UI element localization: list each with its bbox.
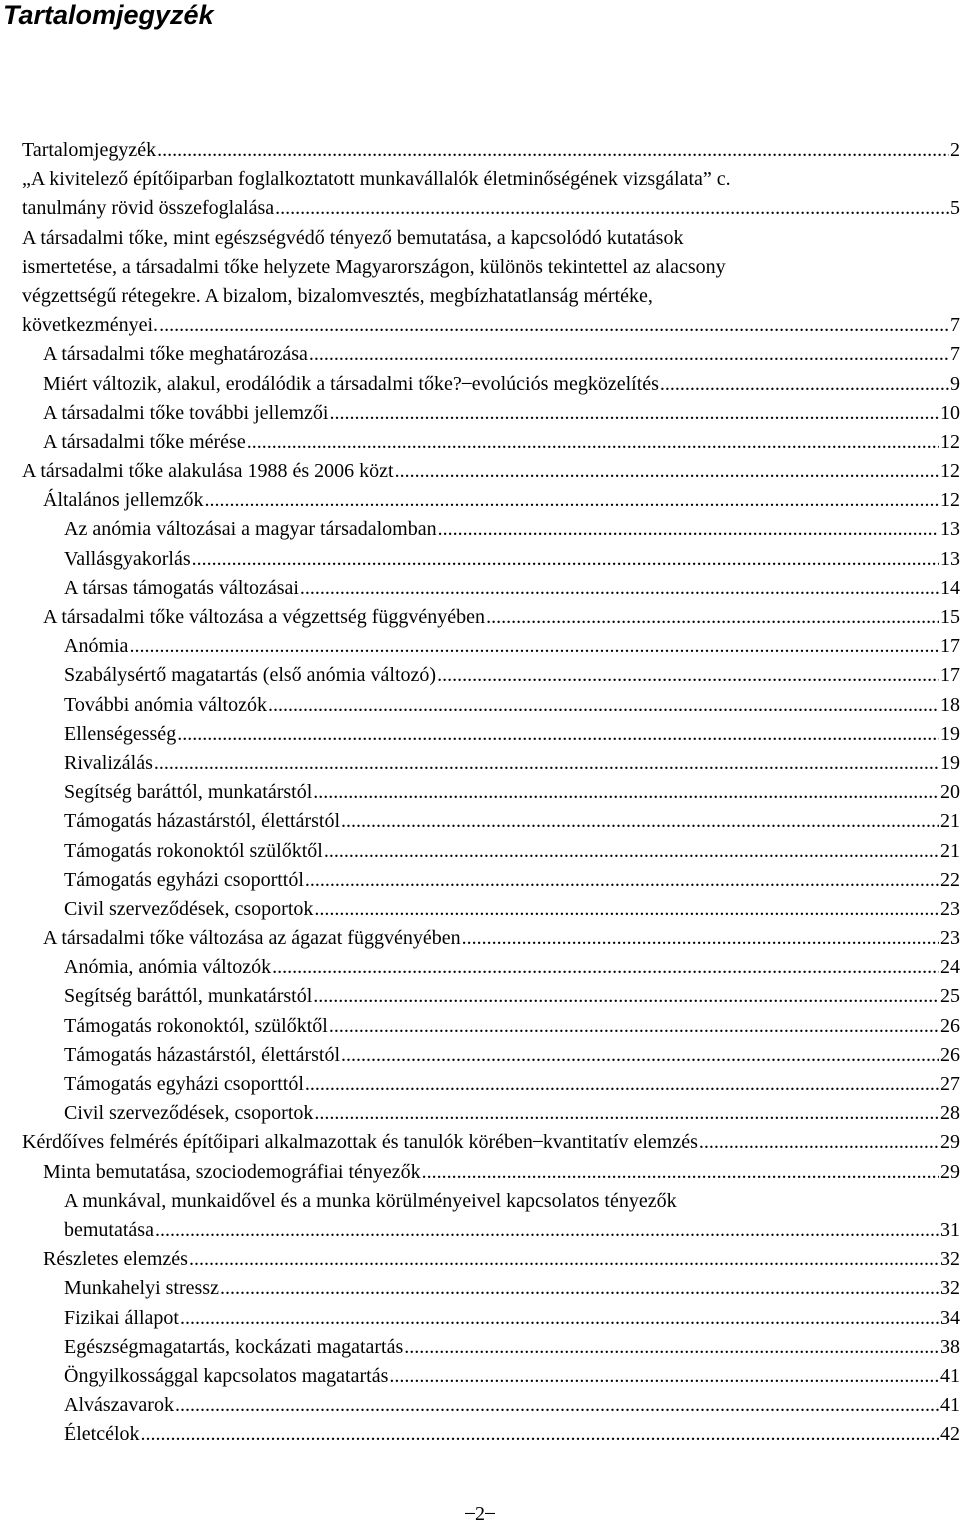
toc-entry[interactable] <box>43 924 960 953</box>
toc-page-number: 12 <box>940 460 960 483</box>
toc-dot-leader <box>314 1099 939 1128</box>
toc-entry[interactable] <box>64 1099 960 1128</box>
toc-entry[interactable] <box>64 1274 960 1303</box>
toc-entry-text: Kérdőíves felmérés építőipari alkalmazottak és tanulók körében ̶ kvantitatív elemzés <box>22 1131 698 1154</box>
toc-entry-text: A társadalmi tőke változása a végzettség függvényében <box>43 606 486 628</box>
toc-entry[interactable] <box>43 486 960 515</box>
toc-entry-text: A munkával, munkaidővel és a munka körülményeivel kapcsolatos tényezők <box>64 1189 677 1212</box>
toc-entry-text: Anómia, anómia változók <box>64 956 272 979</box>
toc-page-number: 42 <box>940 1423 960 1446</box>
toc-page-number: 23 <box>940 897 960 920</box>
toc-entry-line <box>64 1187 960 1216</box>
toc-entry[interactable] <box>64 1304 960 1333</box>
toc-page-number: 22 <box>940 868 960 891</box>
toc-dot-leader <box>305 866 939 895</box>
toc-dot-leader <box>309 340 949 369</box>
toc-dot-leader <box>329 1012 939 1041</box>
toc-dot-leader <box>205 486 939 515</box>
toc-dot-leader <box>180 1304 939 1333</box>
toc-entry[interactable] <box>64 837 960 866</box>
toc-dot-leader <box>395 457 939 486</box>
toc-dot-leader <box>154 749 939 778</box>
toc-page-number: 12 <box>940 430 960 453</box>
toc-entry-text: Civil szerveződések, csoportok <box>64 897 314 920</box>
toc-dot-leader <box>341 807 939 836</box>
toc-page-number: 19 <box>940 722 960 745</box>
toc-entry-text: Rivalizálás <box>64 751 153 774</box>
toc-page-number: 27 <box>940 1073 960 1095</box>
toc-page-number: 13 <box>940 547 960 570</box>
toc-entry-text: Támogatás egyházi csoporttól <box>64 1073 304 1095</box>
toc-entry[interactable] <box>64 1362 960 1391</box>
toc-page-number: 18 <box>940 693 960 716</box>
toc-entry[interactable] <box>64 1041 960 1070</box>
toc-dot-leader <box>155 1216 939 1245</box>
toc-page-number: 26 <box>940 1043 960 1066</box>
toc-dot-leader <box>462 924 939 953</box>
toc-entry-text: Fizikai állapot <box>64 1306 179 1329</box>
toc-entry[interactable] <box>43 428 960 457</box>
toc-dot-leader <box>422 1158 939 1187</box>
toc-entry[interactable] <box>64 982 960 1011</box>
toc-page-number: 5 <box>950 197 960 220</box>
toc-page-number: 38 <box>940 1335 960 1358</box>
toc-page-number: 14 <box>940 576 960 599</box>
toc-dot-leader <box>220 1274 939 1303</box>
toc-entry-text: tanulmány rövid összefoglalása <box>22 197 275 220</box>
toc-dot-leader <box>660 370 949 399</box>
toc-dot-leader <box>159 311 949 340</box>
toc-page-number: 23 <box>940 927 960 950</box>
toc-entry-text: Segítség baráttól, munkatárstól <box>64 781 313 804</box>
toc-entry[interactable] <box>64 866 960 895</box>
toc-dot-leader <box>324 837 939 866</box>
toc-entry-text: Támogatás rokonoktól szülőktől <box>64 839 323 862</box>
toc-entry[interactable] <box>64 1070 960 1099</box>
toc-dot-leader <box>438 515 939 544</box>
toc-entry[interactable] <box>43 340 960 369</box>
toc-page-number: 25 <box>940 985 960 1008</box>
toc-page-number: 29 <box>940 1131 960 1154</box>
toc-entry-text: A társadalmi tőke további jellemzői <box>43 401 329 424</box>
toc-page-number: 34 <box>940 1306 960 1329</box>
toc-entry-text: Öngyilkossággal kapcsolatos magatartás <box>64 1364 389 1387</box>
toc-entry-text: Támogatás rokonoktól, szülőktől <box>64 1014 328 1037</box>
toc-dot-leader <box>404 1333 939 1362</box>
toc-entry[interactable] <box>64 1216 960 1245</box>
toc-page-number: 29 <box>940 1160 960 1183</box>
toc-entry[interactable] <box>64 1420 960 1449</box>
toc-entry-text: Tartalomjegyzék <box>22 139 157 161</box>
toc-entry-text: Egészségmagatartás, kockázati magatartás <box>64 1335 404 1358</box>
toc-entry[interactable] <box>22 457 960 486</box>
toc-entry-text: Támogatás egyházi csoporttól <box>64 868 304 891</box>
toc-entry[interactable] <box>43 370 960 399</box>
toc-dot-leader <box>313 982 939 1011</box>
toc-page-number: 9 <box>950 372 960 395</box>
toc-dot-leader <box>157 136 949 165</box>
toc-page-number: 10 <box>940 401 960 424</box>
toc-entry-line <box>22 282 960 311</box>
toc-dot-leader <box>177 720 939 749</box>
toc-dot-leader <box>437 661 939 690</box>
toc-entry-text: Civil szerveződések, csoportok <box>64 1102 314 1125</box>
toc-entry-text: A társadalmi tőke meghatározása <box>43 343 308 366</box>
toc-entry-text: végzettségű rétegekre. A bizalom, bizalomvesztés, megbízhatatlanság mértéke, <box>22 284 653 307</box>
toc-entry[interactable] <box>22 136 960 165</box>
toc-page-number: 2 <box>950 139 960 161</box>
toc-entry-text: További anómia változók <box>64 693 267 716</box>
toc-dot-leader <box>247 428 939 457</box>
toc-entry-text: A társas támogatás változásai <box>64 576 299 599</box>
toc-entry-text: Segítség baráttól, munkatárstól <box>64 985 313 1008</box>
toc-page-number: 15 <box>940 606 960 628</box>
toc-entry-text: Ellenségesség <box>64 722 177 745</box>
toc-entry-text: A társadalmi tőke, mint egészségvédő tényező bemutatása, a kapcsolódó kutatások <box>22 226 684 249</box>
toc-dot-leader <box>341 1041 939 1070</box>
toc-entry-text: Alvászavarok <box>64 1394 174 1417</box>
toc-entry-text: Támogatás házastárstól, élettárstól <box>64 810 341 833</box>
toc-dot-leader <box>329 399 939 428</box>
toc-page-number: 41 <box>940 1394 960 1417</box>
toc-entry[interactable] <box>43 1245 960 1274</box>
toc-dot-leader <box>699 1128 939 1157</box>
toc-dot-leader <box>314 895 939 924</box>
toc-entry[interactable] <box>64 778 960 807</box>
toc-entry[interactable] <box>64 1012 960 1041</box>
toc-page-number: 20 <box>940 781 960 804</box>
toc-entry-text: Az anómia változásai a magyar társadalomban <box>64 518 437 541</box>
toc-entry-text: Munkahelyi stressz <box>64 1277 219 1300</box>
toc-page-number: 7 <box>950 314 960 337</box>
toc-entry[interactable] <box>43 399 960 428</box>
toc-entry[interactable] <box>64 807 960 836</box>
page-number-footer: ̶ 2 ̶ <box>470 1503 490 1525</box>
toc-dot-leader <box>129 632 939 661</box>
toc-entry-text: Minta bemutatása, szociodemográfiai tényezők <box>43 1160 421 1183</box>
toc-dot-leader <box>275 194 949 223</box>
toc-entry-text: A társadalmi tőke alakulása 1988 és 2006 közt <box>22 460 394 483</box>
toc-dot-leader <box>272 953 939 982</box>
toc-entry-text: Részletes elemzés <box>43 1248 188 1271</box>
toc-entry-text: Támogatás házastárstól, élettárstól <box>64 1043 341 1066</box>
toc-page-number: 32 <box>940 1277 960 1300</box>
table-of-contents <box>0 136 960 1449</box>
toc-entry[interactable] <box>64 574 960 603</box>
toc-entry[interactable] <box>64 632 960 661</box>
toc-page-number: 31 <box>940 1218 960 1241</box>
toc-entry-text: Szabálysértő magatartás (első anómia változó) <box>64 664 437 687</box>
page-title: Tartalomjegyzék <box>3 0 214 30</box>
toc-entry[interactable] <box>64 895 960 924</box>
toc-entry-line <box>22 224 960 253</box>
toc-dot-leader <box>175 1391 939 1420</box>
toc-entry[interactable] <box>64 749 960 778</box>
toc-dot-leader <box>141 1420 939 1449</box>
toc-page-number: 12 <box>940 489 960 512</box>
toc-entry-text: bemutatása <box>64 1218 154 1241</box>
toc-entry[interactable] <box>22 194 960 223</box>
toc-entry-text: Életcélok <box>64 1423 140 1446</box>
toc-page-number: 28 <box>940 1102 960 1125</box>
toc-entry[interactable] <box>64 953 960 982</box>
toc-page-number: 7 <box>950 343 960 366</box>
toc-page-number: 19 <box>940 751 960 774</box>
toc-dot-leader <box>189 1245 939 1274</box>
toc-entry-line <box>22 253 960 282</box>
toc-entry-text: Anómia <box>64 635 129 658</box>
toc-entry-line <box>22 165 960 194</box>
toc-entry[interactable] <box>64 720 960 749</box>
toc-entry[interactable] <box>64 545 960 574</box>
toc-page-number: 41 <box>940 1364 960 1387</box>
toc-entry-text: A társadalmi tőke mérése <box>43 430 246 453</box>
toc-entry-text: A társadalmi tőke változása az ágazat függvényében <box>43 927 461 950</box>
toc-entry[interactable] <box>22 311 960 340</box>
toc-entry[interactable] <box>64 661 960 690</box>
toc-entry[interactable] <box>64 1391 960 1420</box>
toc-entry-text: Miért változik, alakul, erodálódik a társadalmi tőke? ̶ evolúciós megközelítés <box>43 372 659 395</box>
toc-page-number: 26 <box>940 1014 960 1037</box>
toc-page-number: 17 <box>940 664 960 687</box>
toc-entry[interactable] <box>64 1333 960 1362</box>
toc-dot-leader <box>313 778 939 807</box>
toc-page-number: 32 <box>940 1248 960 1271</box>
toc-page-number: 21 <box>940 810 960 833</box>
toc-entry[interactable] <box>64 691 960 720</box>
toc-entry-text: ismertetése, a társadalmi tőke helyzete Magyarországon, különös tekintettel az alacsony <box>22 255 726 278</box>
toc-dot-leader <box>389 1362 939 1391</box>
toc-dot-leader <box>192 545 939 574</box>
toc-entry[interactable] <box>22 1128 960 1157</box>
toc-dot-leader <box>300 574 939 603</box>
toc-entry[interactable] <box>64 515 960 544</box>
toc-dot-leader <box>305 1070 939 1099</box>
toc-entry[interactable] <box>43 1158 960 1187</box>
toc-page-number: 24 <box>940 956 960 979</box>
toc-page-number: 21 <box>940 839 960 862</box>
toc-dot-leader <box>268 691 939 720</box>
toc-page-number: 17 <box>940 635 960 658</box>
toc-dot-leader <box>486 603 939 632</box>
toc-entry-text: Vallásgyakorlás <box>64 547 191 570</box>
toc-entry-text: következményei. <box>22 314 159 337</box>
toc-page-number: 13 <box>940 518 960 541</box>
toc-entry[interactable] <box>43 603 960 632</box>
toc-entry-text: Általános jellemzők <box>43 489 204 512</box>
toc-entry-text: „A kivitelező építőiparban foglalkoztatott munkavállalók életminőségének vizsgálata” c. <box>22 168 731 191</box>
